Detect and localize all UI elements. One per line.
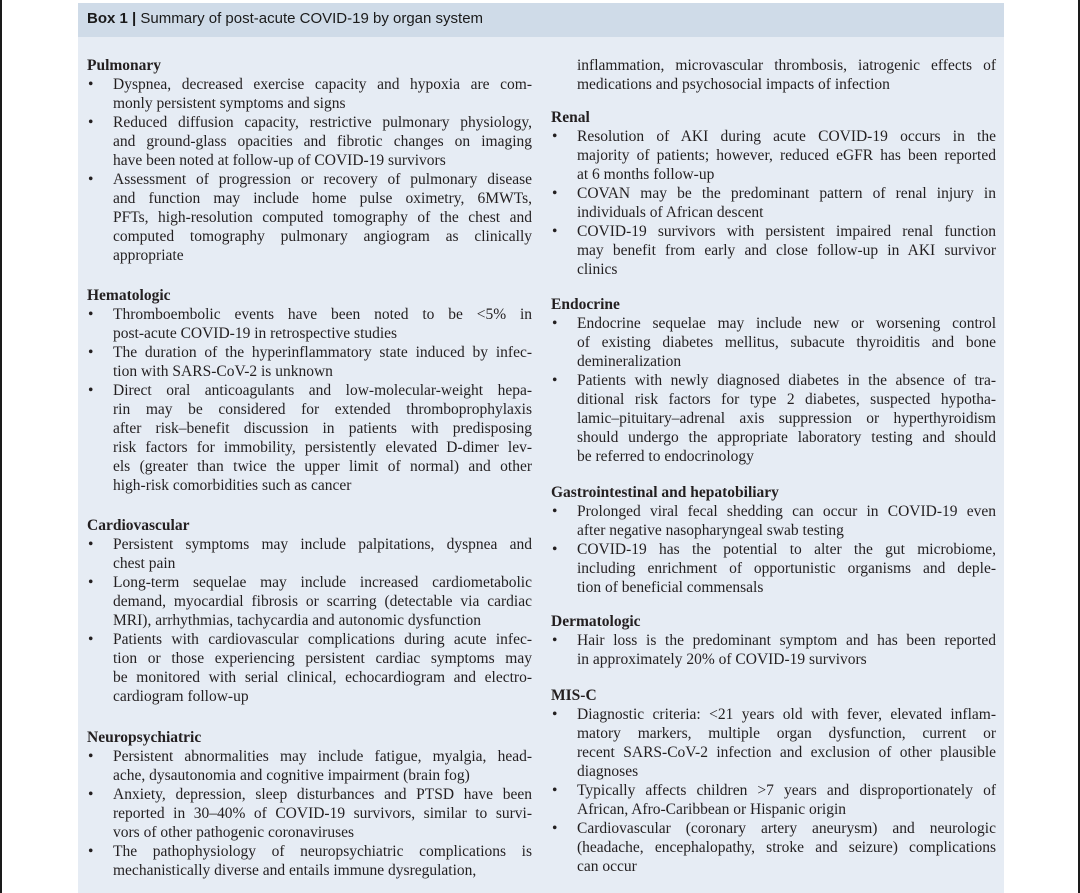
bullet-marker: • bbox=[552, 632, 558, 649]
box-header bbox=[78, 3, 1004, 37]
bullet-text-line: (headache, encephalopathy, stroke and seizure) complications bbox=[577, 839, 996, 856]
section-title-hematologic: Hematologic bbox=[87, 287, 171, 304]
bullet-text-line: Resolution of AKI during acute COVID-19 occurs in the bbox=[577, 128, 996, 145]
bullet-marker: • bbox=[552, 503, 558, 520]
box-label: Box 1 bbox=[87, 10, 128, 27]
bullet-text-line: els (greater than twice the upper limit of normal) and other bbox=[113, 458, 532, 475]
bullet-marker: • bbox=[88, 536, 94, 553]
bullet-text-line: tion of beneficial commensals bbox=[577, 579, 764, 596]
bullet-text-line: lamic–pituitary–adrenal axis suppression or hyperthyroidism bbox=[577, 410, 996, 427]
bullet-text-line: Patients with cardiovascular complications during acute infec- bbox=[113, 631, 532, 648]
bullet-marker: • bbox=[88, 114, 94, 131]
bullet-text-line: Endocrine sequelae may include new or worsening control bbox=[577, 315, 996, 332]
section-title-renal: Renal bbox=[551, 109, 590, 126]
bullet-text-line: post-acute COVID-19 in retrospective studies bbox=[113, 325, 398, 342]
bullet-marker: • bbox=[552, 185, 558, 202]
bullet-text-line: majority of patients; however, reduced eGFR has been reported bbox=[577, 147, 996, 164]
bullet-text-line: at 6 months follow-up bbox=[577, 166, 715, 183]
bullet-text-line: ditional risk factors for type 2 diabetes, suspected hypotha- bbox=[577, 391, 996, 408]
bullet-marker: • bbox=[88, 76, 94, 93]
bullet-marker: • bbox=[552, 223, 558, 240]
bullet-text-line: computed tomography pulmonary angiogram as clinically bbox=[113, 228, 532, 245]
box-title bbox=[87, 10, 483, 27]
bullet-marker: • bbox=[552, 782, 558, 799]
bullet-marker: • bbox=[88, 306, 94, 323]
bullet-marker: • bbox=[552, 820, 558, 837]
bullet-text-line: The duration of the hyperinflammatory state induced by infec- bbox=[113, 344, 532, 361]
bullet-text-line: Assessment of progression or recovery of pulmonary disease bbox=[113, 171, 532, 188]
bullet-text-line: high-risk comorbidities such as cancer bbox=[113, 477, 352, 494]
bullet-text-line: vors of other pathogenic coronaviruses bbox=[113, 824, 355, 841]
bullet-marker: • bbox=[88, 574, 94, 591]
bullet-text-line: demand, myocardial fibrosis or scarring (detectable via cardiac bbox=[113, 593, 532, 610]
bullet-text-line: mechanistically diverse and entails immune dysregulation, bbox=[113, 862, 477, 879]
bullet-text-line: Long-term sequelae may include increased cardiometabolic bbox=[113, 574, 532, 591]
bullet-marker: • bbox=[552, 372, 558, 389]
bullet-text-line: should undergo the appropriate laboratory testing and should bbox=[577, 429, 996, 446]
box-title-separator: | bbox=[127, 10, 141, 27]
section-title-cardiovascular: Cardiovascular bbox=[87, 517, 190, 534]
bullet-text-line: Diagnostic criteria: <21 years old with fever, elevated inflam- bbox=[577, 706, 996, 723]
bullet-text-line: may benefit from early and close follow-up in AKI survivor bbox=[577, 242, 996, 259]
bullet-text-line: inflammation, microvascular thrombosis, iatrogenic effects of bbox=[577, 57, 996, 74]
bullet-text-line: have been noted at follow-up of COVID-19 survivors bbox=[113, 152, 446, 169]
bullet-text-line: of existing diabetes mellitus, subacute thyroiditis and bone bbox=[577, 334, 996, 351]
section-title-pulmonary: Pulmonary bbox=[87, 57, 162, 74]
bullet-text-line: chest pain bbox=[113, 555, 176, 572]
bullet-text-line: The pathophysiology of neuropsychiatric complications is bbox=[113, 843, 532, 860]
bullet-text-line: COVID-19 survivors with persistent impaired renal function bbox=[577, 223, 996, 240]
bullet-text-line: risk factors for immobility, persistently elevated D-dimer lev- bbox=[113, 439, 532, 456]
bullet-text-line: individuals of African descent bbox=[577, 204, 764, 221]
bullet-text-line: recent SARS-CoV-2 infection and exclusion of other plausible bbox=[577, 744, 996, 761]
bullet-text-line: medications and psychosocial impacts of infection bbox=[577, 76, 890, 93]
bullet-text-line: Hair loss is the predominant symptom and has been reported bbox=[577, 632, 996, 649]
bullet-text-line: be monitored with serial clinical, echocardiogram and electro- bbox=[113, 669, 532, 686]
bullet-text-line: Typically affects children >7 years and disproportionately of bbox=[577, 782, 996, 799]
bullet-text-line: COVID-19 has the potential to alter the gut microbiome, bbox=[577, 541, 996, 558]
section-title-neuropsychiatric: Neuropsychiatric bbox=[87, 729, 202, 746]
box-title-text: Summary of post-acute COVID-19 by organ system bbox=[140, 10, 484, 27]
bullet-marker: • bbox=[88, 748, 94, 765]
bullet-text-line: Persistent abnormalities may include fatigue, myalgia, head- bbox=[113, 748, 532, 765]
bullet-text-line: ache, dysautonomia and cognitive impairment (brain fog) bbox=[113, 767, 470, 784]
bullet-text-line: Patients with newly diagnosed diabetes in the absence of tra- bbox=[577, 372, 996, 389]
bullet-text-line: Persistent symptoms may include palpitations, dyspnea and bbox=[113, 536, 532, 553]
section-title-mis-c: MIS-C bbox=[551, 687, 597, 704]
bullet-text-line: demineralization bbox=[577, 353, 682, 370]
section-title-endocrine: Endocrine bbox=[551, 296, 620, 313]
bullet-text-line: Anxiety, depression, sleep disturbances and PTSD have been bbox=[113, 786, 532, 803]
section-title-dermatologic: Dermatologic bbox=[551, 613, 641, 630]
bullet-marker: • bbox=[552, 315, 558, 332]
bullet-text-line: Reduced diffusion capacity, restrictive pulmonary physiology, bbox=[113, 114, 532, 131]
bullet-text-line: tion with SARS-CoV-2 is unknown bbox=[113, 363, 333, 380]
bullet-marker: • bbox=[552, 541, 558, 558]
bullet-text-line: appropriate bbox=[113, 247, 184, 264]
bullet-text-line: Thromboembolic events have been noted to be <5% in bbox=[113, 306, 532, 323]
bullet-text-line: clinics bbox=[577, 261, 618, 278]
bullet-text-line: MRI), arrhythmias, tachycardia and autonomic dysfunction bbox=[113, 612, 482, 629]
bullet-text-line: matory markers, multiple organ dysfunction, current or bbox=[577, 725, 996, 742]
bullet-marker: • bbox=[88, 631, 94, 648]
bullet-text-line: and function may include home pulse oximetry, 6MWTs, bbox=[113, 190, 532, 207]
bullet-text-line: African, Afro-Caribbean or Hispanic origin bbox=[577, 801, 847, 818]
bullet-text-line: reported in 30–40% of COVID-19 survivors, similar to survi- bbox=[113, 805, 532, 822]
bullet-text-line: after negative nasopharyngeal swab testing bbox=[577, 522, 844, 539]
summary-box bbox=[78, 3, 1004, 893]
bullet-marker: • bbox=[552, 128, 558, 145]
bullet-text-line: Cardiovascular (coronary artery aneurysm) and neurologic bbox=[577, 820, 996, 837]
bullet-text-line: Dyspnea, decreased exercise capacity and hypoxia are com- bbox=[113, 76, 532, 93]
bullet-text-line: PFTs, high-resolution computed tomography of the chest and bbox=[113, 209, 532, 226]
bullet-text-line: monly persistent symptoms and signs bbox=[113, 95, 346, 112]
bullet-text-line: and ground-glass opacities and fibrotic changes on imaging bbox=[113, 133, 532, 150]
bullet-text-line: in approximately 20% of COVID-19 survivors bbox=[577, 651, 867, 668]
bullet-text-line: including enrichment of opportunistic organisms and deple- bbox=[577, 560, 996, 577]
bullet-marker: • bbox=[552, 706, 558, 723]
bullet-text-line: Prolonged viral fecal shedding can occur in COVID-19 even bbox=[577, 503, 996, 520]
bullet-text-line: Direct oral anticoagulants and low-molecular-weight hepa- bbox=[113, 382, 532, 399]
bullet-marker: • bbox=[88, 382, 94, 399]
bullet-text-line: diagnoses bbox=[577, 763, 639, 780]
bullet-marker: • bbox=[88, 786, 94, 803]
bullet-text-line: after risk–benefit discussion in patients with predisposing bbox=[113, 420, 532, 437]
bullet-marker: • bbox=[88, 344, 94, 361]
bullet-text-line: be referred to endocrinology bbox=[577, 448, 754, 465]
left-edge-line bbox=[0, 0, 2, 893]
bullet-marker: • bbox=[88, 843, 94, 860]
bullet-marker: • bbox=[88, 171, 94, 188]
bullet-text-line: rin may be considered for extended thromboprophylaxis bbox=[113, 401, 532, 418]
bullet-text-line: tion or those experiencing persistent cardiac symptoms may bbox=[113, 650, 532, 667]
bullet-text-line: can occur bbox=[577, 858, 637, 875]
section-title-gastrointestinal-and-hepatobiliary: Gastrointestinal and hepatobiliary bbox=[551, 484, 779, 501]
bullet-text-line: cardiogram follow-up bbox=[113, 688, 249, 705]
bullet-text-line: COVAN may be the predominant pattern of renal injury in bbox=[577, 185, 996, 202]
